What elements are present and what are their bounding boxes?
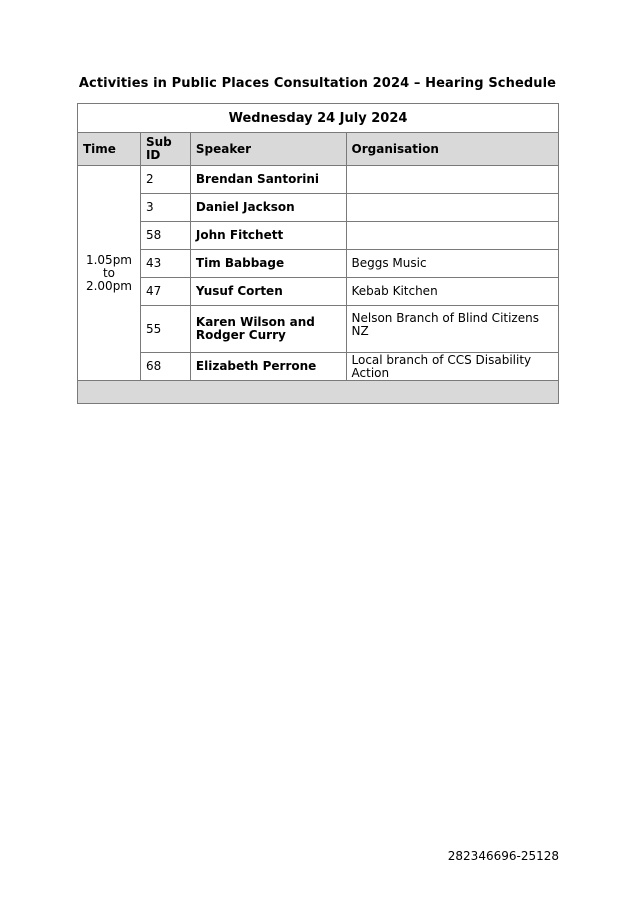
table-row [78, 250, 559, 278]
column-header-row [78, 133, 559, 166]
table-row [78, 222, 559, 250]
time-slot-start: 1.05pm [85, 252, 132, 267]
schedule-date: Wednesday 24 July 2024 [78, 104, 559, 133]
speaker-cell: Daniel Jackson [190, 194, 346, 222]
speaker-cell: Yusuf Corten [190, 278, 346, 306]
sub-id-cell: 47 [140, 278, 190, 306]
organisation-cell: Beggs Music [346, 250, 558, 278]
speaker-cell: Karen Wilson and Rodger Curry [190, 306, 346, 353]
column-header-time: Time [78, 133, 141, 166]
table-footer-cell [78, 381, 559, 404]
organisation-cell [346, 166, 558, 194]
table-row [78, 353, 559, 381]
speaker-cell: Elizabeth Perrone [190, 353, 346, 381]
sub-id-cell: 68 [140, 353, 190, 381]
date-header-row [78, 104, 559, 133]
document-title: Activities in Public Places Consultation 2024 – Hearing Schedule [78, 76, 557, 91]
organisation-cell: Local branch of CCS Disability Action [346, 353, 558, 381]
time-slot-end: 2.00pm [85, 278, 132, 293]
organisation-cell [346, 222, 558, 250]
column-header-sub-id: Sub ID [140, 133, 190, 166]
column-header-speaker: Speaker [190, 133, 346, 166]
sub-id-cell: 3 [140, 194, 190, 222]
speaker-cell: Tim Babbage [190, 250, 346, 278]
sub-id-cell: 58 [140, 222, 190, 250]
organisation-cell [346, 194, 558, 222]
speaker-cell: John Fitchett [190, 222, 346, 250]
table-footer-row [78, 381, 559, 404]
column-header-organisation: Organisation [346, 133, 558, 166]
table-row [78, 306, 559, 353]
table-row [78, 166, 559, 194]
time-slot-cell [78, 166, 141, 381]
sub-id-cell: 2 [140, 166, 190, 194]
time-slot-separator: to [102, 265, 115, 280]
hearing-schedule-table [77, 103, 559, 404]
table-row [78, 194, 559, 222]
sub-id-cell: 43 [140, 250, 190, 278]
organisation-cell: Nelson Branch of Blind Citizens NZ [346, 306, 558, 353]
table-row [78, 278, 559, 306]
organisation-cell: Kebab Kitchen [346, 278, 558, 306]
document-reference: 282346696-25128 [447, 849, 559, 863]
sub-id-cell: 55 [140, 306, 190, 353]
speaker-cell: Brendan Santorini [190, 166, 346, 194]
